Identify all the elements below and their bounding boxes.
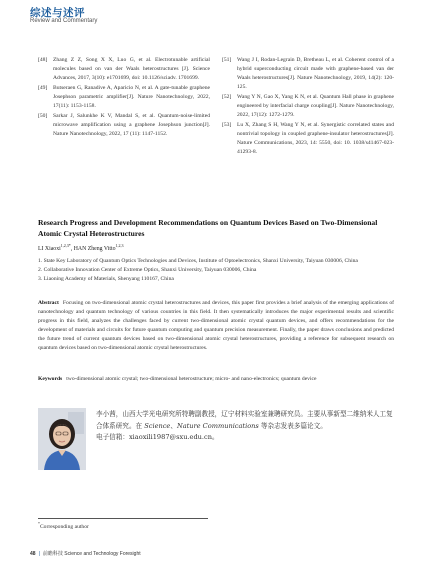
- page-footer: [30, 550, 141, 557]
- reference-number: [49]: [38, 85, 48, 91]
- references-left-column: [38, 56, 210, 140]
- footnote-divider: [38, 518, 208, 519]
- footer-separator: |: [38, 551, 40, 557]
- reference-item: [222, 93, 394, 120]
- paper-title: Research Progress and Development Recommendations on Quantum Devices Based on Two-Dimensional Atomic Crystal Heterostructures: [38, 218, 378, 238]
- bio-text: 等杂志发表多篇论文。: [258, 421, 327, 430]
- footnote-marker: *: [38, 522, 40, 527]
- abstract-label: Abstract: [38, 300, 59, 306]
- affiliations: [38, 257, 394, 283]
- section-title: 综述与述评: [30, 7, 85, 19]
- author-email: 电子信箱：xiaoxili1987@sxu.edu.cn。: [96, 433, 219, 441]
- abstract: [38, 299, 394, 352]
- page-header: [0, 0, 427, 28]
- keywords: [38, 376, 394, 382]
- author-photo: [38, 408, 86, 470]
- abstract-text: Focusing on two-dimensional atomic crystal heterostructures and devices, this paper first provides a brief analysis of the emerging applications of nanotechnology and quantum technology of various countries in this field. It then systematically introduces the major experimental results and scientific progress in this field, analyzes the challenges faced by current two-dimensional atomic crystal quantum devices, and offers recommendations for the development of materials and circuits for future quantum computing and quantum precision measurement. Finally, the paper draws conclusions and predicted the future trend of current quantum devices based on two-dimensional atomic crystal heterostructures, providing a reference for subsequent research on quantum devices based on two-dimensional atomic crystal heterostructures.: [38, 300, 394, 351]
- reference-number: [48]: [38, 57, 48, 63]
- keywords-label: Keywords: [38, 376, 63, 382]
- bio-journal-name: Nature Communications: [176, 421, 259, 430]
- references-right-column: [222, 56, 394, 158]
- author-name: LI Xiaoxi: [38, 246, 61, 252]
- journal-name: 前瞻科技 Science and Technology Foresight: [42, 551, 141, 557]
- reference-number: [51]: [222, 57, 232, 63]
- affiliation-item: 2. Collaborative Innovation Center of Extreme Optics, Shanxi University, Taiyuan 030006, China: [38, 266, 257, 273]
- reference-text: Wang Y N, Gao X, Yang K N, et al. Quantum Hall phase in graphene engineered by interfacial charge coupling[J]. Nature Nanotechnology, 2022, 17(12): 1272-1279.: [237, 94, 394, 118]
- affiliation-item: 1. State Key Laboratory of Quantum Optics Technologies and Devices, Institute of Optoelectronics, Shanxi University, Taiyuan 030006, China: [38, 258, 358, 264]
- reference-item: [222, 121, 394, 157]
- bio-text: 李小茜，山西大学光电研究所特聘副教授，辽宁材料实验室兼聘研究员。主要从事新型二维纳米人工复合体系研究。在: [96, 410, 393, 430]
- reference-text: Sarkar J, Salunkhe K V, Mandal S, et al. Quantum-noise-limited microwave amplification using a graphene Josephson junction[J]. Nature Nanotechnology, 2022, 17 (11): 1147-1152.: [53, 113, 210, 137]
- reference-number: [53]: [222, 122, 232, 128]
- reference-number: [52]: [222, 94, 232, 100]
- author-affiliation-marker: 1,2,3*: [60, 243, 71, 249]
- author-bio: [96, 409, 394, 444]
- reference-item: [222, 56, 394, 92]
- author-affiliation-marker: 1,2,3: [115, 243, 124, 249]
- reference-number: [50]: [38, 113, 48, 119]
- affiliation-item: 3. Liaoning Academy of Materials, Shenyang 110167, China: [38, 275, 174, 282]
- reference-text: Butseraen G, Ranadive A, Aparicio N, et al. A gate-tunable graphene Josephson parametric amplifier[J]. Nature Nanotechnology, 2022, 17(11): 1153-1158.: [53, 85, 210, 109]
- footnote: [38, 524, 89, 530]
- reference-item: [38, 56, 210, 83]
- author-name: HAN Zheng Vitto: [73, 246, 116, 252]
- author-separator: ,: [70, 246, 74, 252]
- reference-text: Wang J I, Rodan-Legrain D, Bretheau L, et al. Coherent control of a hybrid superconducting circuit made with graphene-based van der Waals heterostructures[J]. Nature Nanotechnology, 2019, 14(2): 120-125.: [237, 57, 394, 90]
- author-portrait-image: [38, 408, 86, 470]
- reference-item: [38, 112, 210, 139]
- keywords-text: two-dimensional atomic crystal; two-dimensional heterostructure; micro- and nano-electronics; quantum device: [66, 376, 317, 382]
- footnote-text: Corresponding author: [39, 524, 89, 530]
- author-line: [38, 243, 124, 252]
- reference-text: Zhang Z Z, Song X X, Luo G, et al. Electrotunable artificial molecules based on van der Waals heterostructures [J]. Science Advances, 2017, 3(10): e1701699, doi: 10.1126/sciadv. 1701699.: [53, 57, 210, 81]
- reference-text: Lu X, Zhang S H, Wang Y N, et al. Synergistic correlated states and nontrivial topology in coupled graphene-insulator heterostructures[J]. Nature Communications, 2023, 14: 5550, doi: 10. 1038/s41467-023-41293-8.: [237, 122, 394, 155]
- bio-journal-name: Science: [144, 421, 171, 430]
- page-number: 48: [30, 551, 36, 557]
- reference-item: [38, 84, 210, 111]
- section-subtitle: Review and Commentary: [30, 18, 98, 24]
- bio-text: 、: [170, 421, 177, 430]
